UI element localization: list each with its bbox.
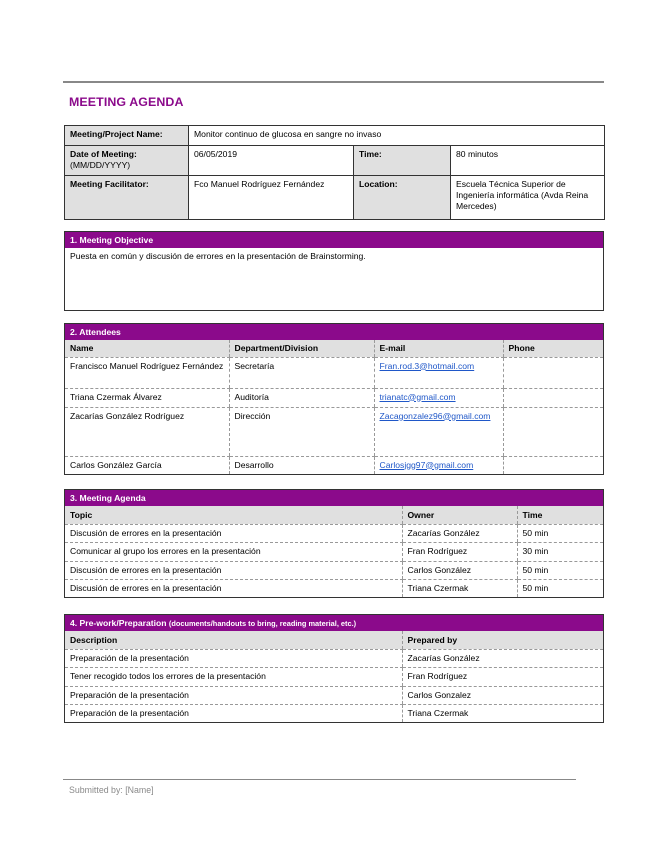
submitted-by: Submitted by: [Name]	[69, 785, 154, 795]
agenda-owner: Triana Czermak	[402, 579, 517, 597]
attendee-email	[374, 456, 503, 474]
table-row	[65, 667, 603, 686]
table-row	[65, 561, 603, 579]
location-value: Escuela Técnica Superior de Ingeniería informática (Avda Reina Mercedes)	[451, 176, 605, 220]
agenda-time: 50 min	[517, 524, 603, 542]
table-row	[65, 579, 603, 597]
agenda-col-time: Time	[517, 506, 603, 524]
attendee-phone	[503, 357, 603, 388]
attendee-email-link[interactable]: Carlosjgg97@gmail.com	[379, 459, 474, 470]
attendees-col-department: Department/Division	[229, 340, 374, 357]
agenda-owner: Carlos González	[402, 561, 517, 579]
meeting-info-table	[64, 125, 605, 220]
table-row	[65, 524, 603, 542]
table-row	[65, 388, 603, 407]
top-divider	[63, 81, 604, 83]
table-row	[65, 542, 603, 561]
agenda-topic: Discusión de errores en la presentación	[65, 561, 402, 579]
agenda-col-topic: Topic	[65, 506, 402, 524]
prework-description: Preparación de la presentación	[65, 686, 402, 704]
agenda-col-owner: Owner	[402, 506, 517, 524]
agenda-time: 50 min	[517, 561, 603, 579]
objective-section	[64, 231, 604, 311]
attendee-email	[374, 357, 503, 388]
agenda-topic: Comunicar al grupo los errores en la presentación	[65, 542, 402, 561]
prework-header-note: (documents/handouts to bring, reading material, etc.)	[168, 619, 357, 628]
attendee-department: Dirección	[229, 407, 374, 456]
attendee-phone	[503, 407, 603, 456]
attendee-email-link[interactable]: Fran.rod.3@hotmail.com	[379, 360, 475, 371]
table-row	[65, 357, 603, 388]
attendees-header: 2. Attendees	[65, 324, 603, 340]
attendee-email-link[interactable]: Zacagonzalez96@gmail.com	[379, 410, 491, 421]
agenda-topic: Discusión de errores en la presentación	[65, 524, 402, 542]
attendee-phone	[503, 456, 603, 474]
prework-prepared-by: Triana Czermak	[402, 704, 603, 722]
table-row	[65, 686, 603, 704]
facilitator-value: Fco Manuel Rodríguez Fernández	[189, 176, 354, 220]
agenda-owner: Zacarías González	[402, 524, 517, 542]
prework-prepared-by: Fran Rodríguez	[402, 667, 603, 686]
attendee-name: Triana Czermak Álvarez	[65, 388, 229, 407]
prework-header-title: 4. Pre-work/Preparation	[70, 618, 167, 628]
attendee-email	[374, 388, 503, 407]
meeting-date-format: (MM/DD/YYYY)	[70, 160, 131, 171]
agenda-table	[65, 506, 603, 597]
attendee-department: Auditoría	[229, 388, 374, 407]
project-name-label: Meeting/Project Name:	[65, 126, 189, 146]
agenda-topic: Discusión de errores en la presentación	[70, 582, 222, 593]
agenda-owner: Fran Rodríguez	[402, 542, 517, 561]
prework-header	[65, 615, 603, 631]
prework-description: Tener recogido todos los errores de la presentación	[65, 667, 402, 686]
table-row	[65, 407, 603, 456]
attendees-section	[64, 323, 604, 475]
table-row	[65, 649, 603, 667]
meeting-date-value: 06/05/2019	[189, 146, 354, 176]
time-label: Time:	[354, 146, 451, 176]
attendee-email	[374, 407, 503, 456]
prework-table	[65, 631, 603, 722]
prework-description: Preparación de la presentación	[65, 649, 402, 667]
meeting-date-label	[65, 146, 189, 176]
attendee-name: Zacarías González Rodríguez	[65, 407, 229, 456]
table-row	[65, 456, 603, 474]
agenda-time: 30 min	[517, 542, 603, 561]
prework-prepared-by: Carlos Gonzalez	[402, 686, 603, 704]
attendee-email-link[interactable]: trianatc@gmail.com	[379, 391, 456, 402]
attendee-name: Francisco Manuel Rodríguez Fernández	[65, 357, 229, 388]
attendee-phone	[503, 388, 603, 407]
attendees-col-name: Name	[65, 340, 229, 357]
objective-header: 1. Meeting Objective	[65, 232, 603, 248]
prework-prepared-by: Zacarías González	[402, 649, 603, 667]
attendees-col-phone: Phone	[503, 340, 603, 357]
meeting-date-label-text: Date of Meeting:	[70, 149, 137, 159]
agenda-time: 50 min	[517, 579, 603, 597]
location-label: Location:	[354, 176, 451, 220]
page-title: MEETING AGENDA	[69, 95, 184, 109]
project-name-value: Monitor continuo de glucosa en sangre no invaso	[189, 126, 605, 146]
attendee-department: Desarrollo	[229, 456, 374, 474]
facilitator-label: Meeting Facilitator:	[65, 176, 189, 220]
objective-text: Puesta en común y discusión de errores en la presentación de Brainstorming.	[70, 251, 366, 261]
attendee-department: Secretaría	[229, 357, 374, 388]
attendees-col-email: E-mail	[374, 340, 503, 357]
agenda-header: 3. Meeting Agenda	[65, 490, 603, 506]
prework-section	[64, 614, 604, 723]
table-row	[65, 704, 603, 722]
bottom-divider	[63, 779, 576, 780]
prework-description: Preparación de la presentación	[70, 707, 189, 718]
agenda-section	[64, 489, 604, 598]
attendee-name: Carlos González García	[70, 459, 162, 470]
prework-col-prepared-by: Prepared by	[402, 631, 603, 649]
time-value: 80 minutos	[451, 146, 605, 176]
attendees-table	[65, 340, 603, 474]
prework-col-description: Description	[65, 631, 402, 649]
